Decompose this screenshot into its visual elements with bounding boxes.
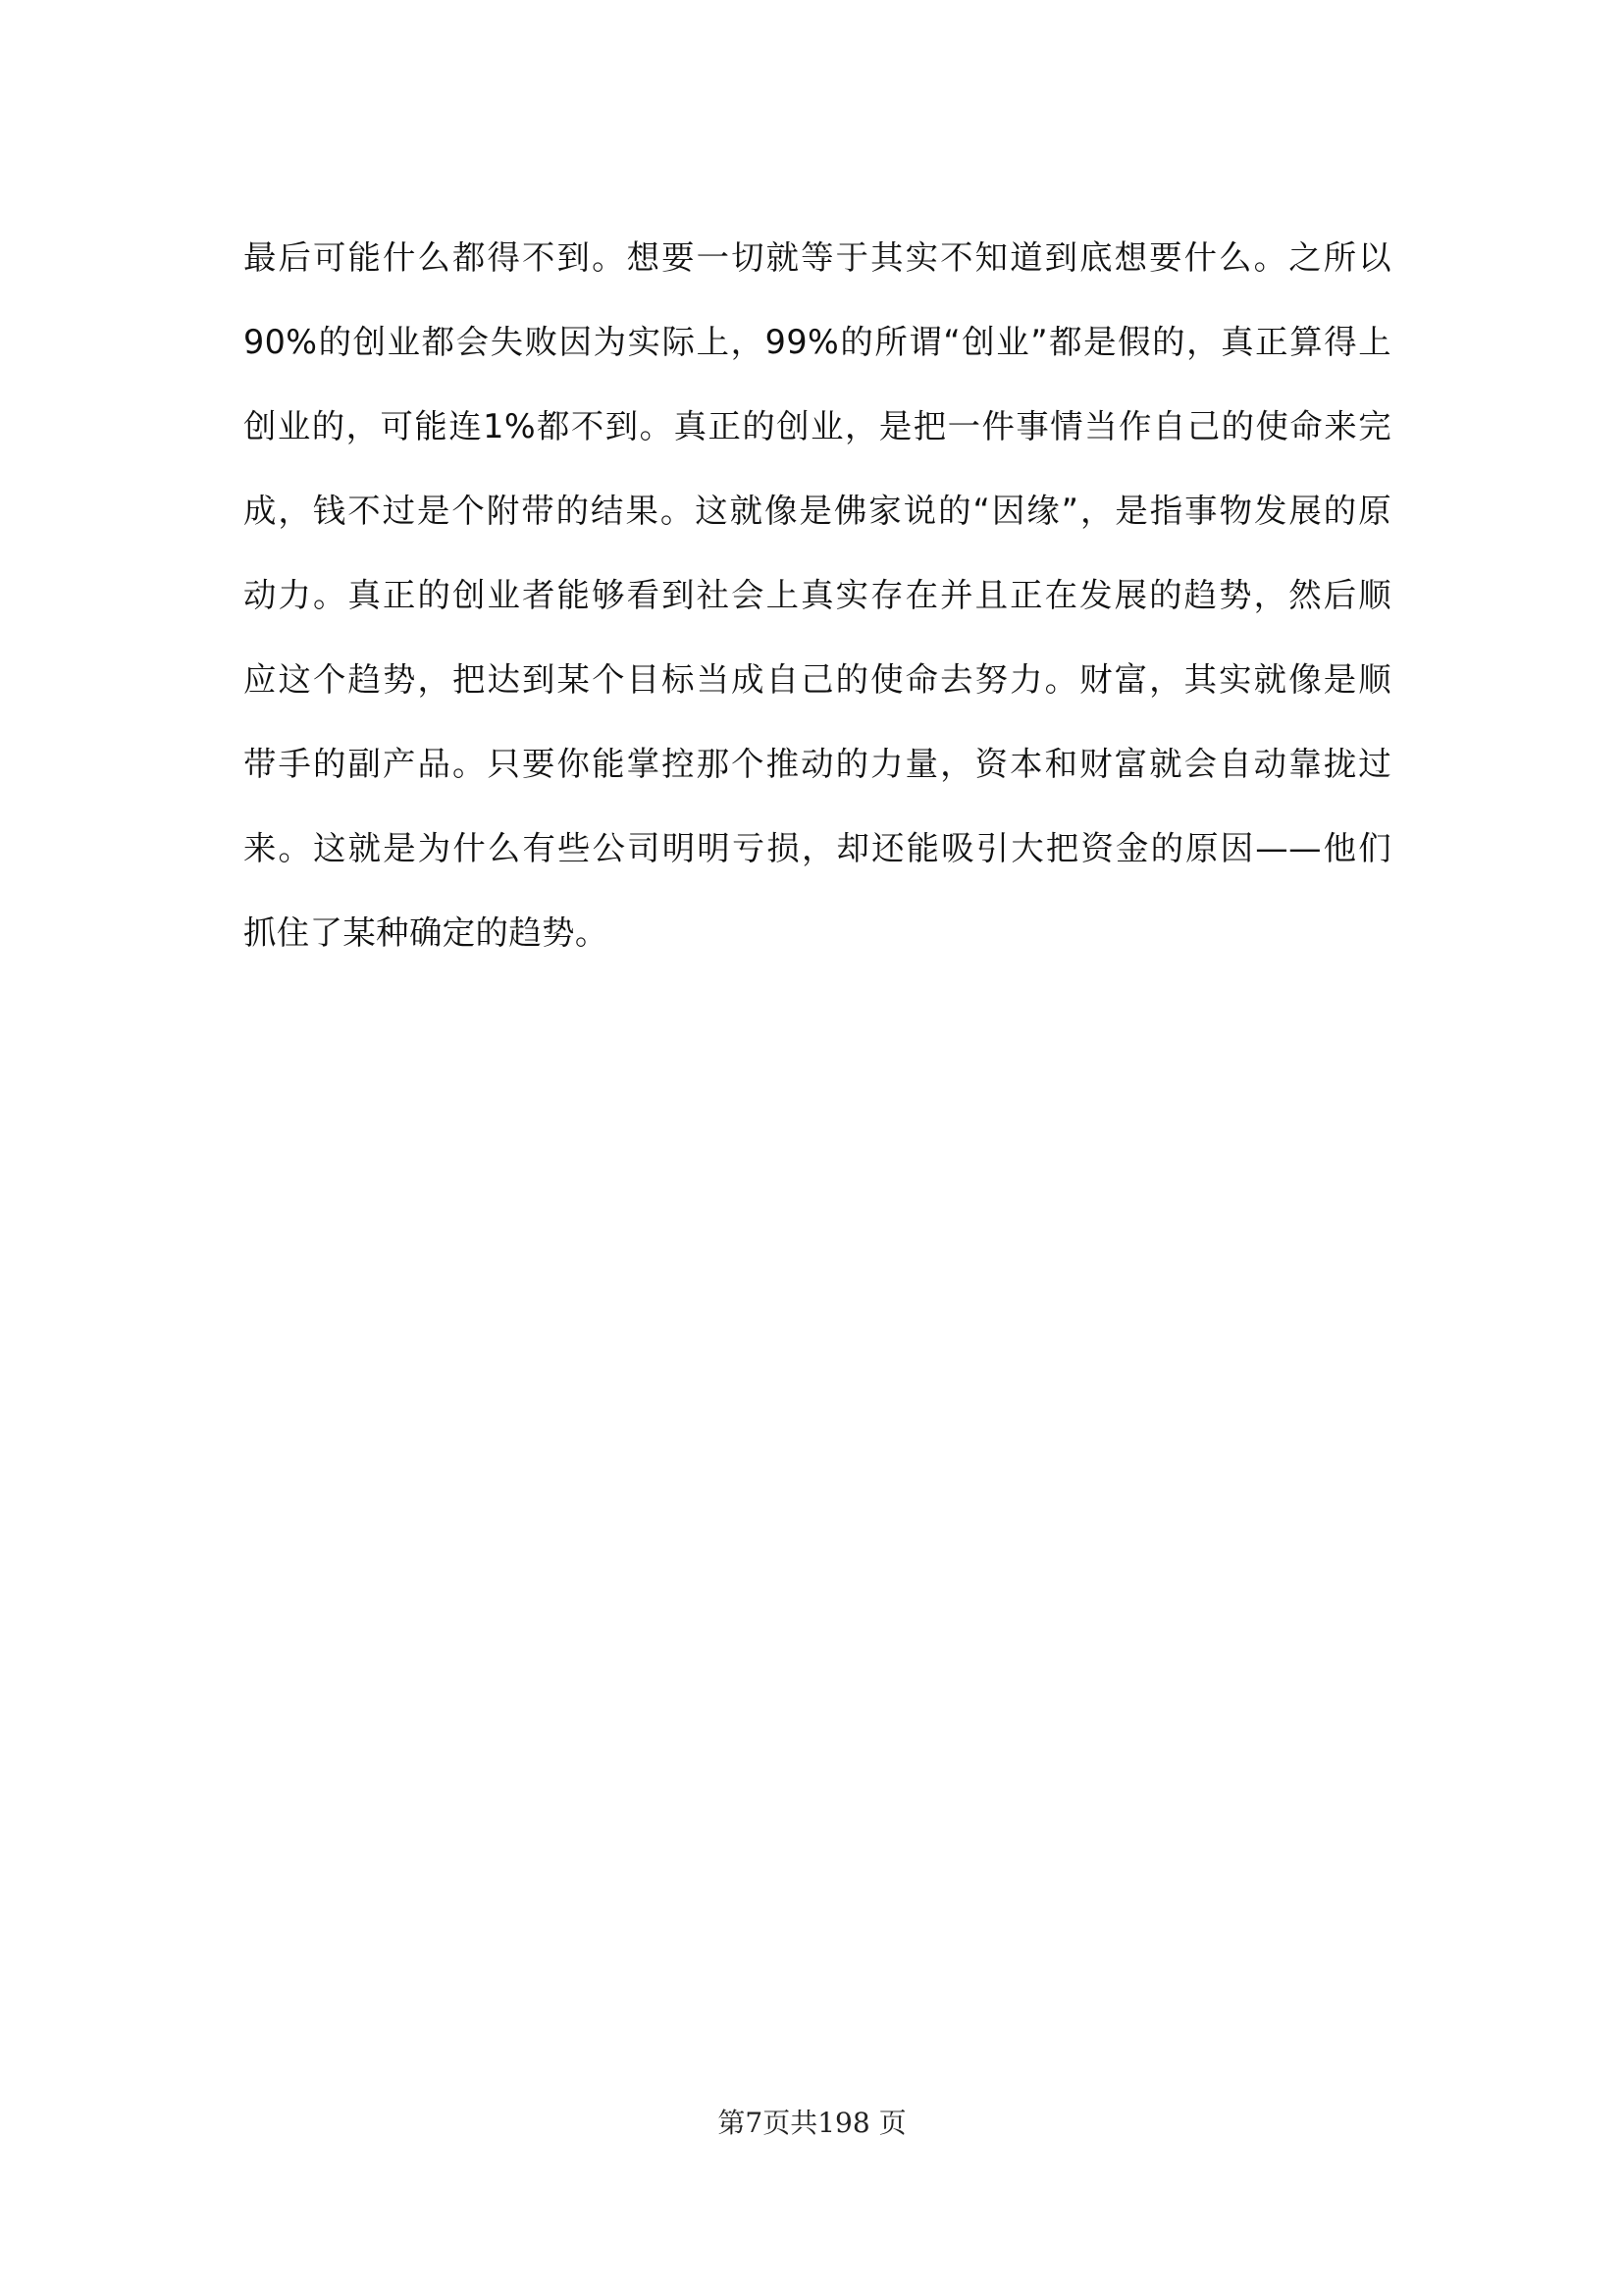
paragraph-line: 最后可能什么都得不到。想要一切就等于其实不知道到底想要什么。之所以 [243, 238, 1391, 277]
page-number-footer: 第7页共198 页 [717, 2107, 907, 2139]
paragraph-line: 90%的创业都会失败因为实际上，99%的所谓“创业”都是假的，真正算得上 [243, 323, 1391, 361]
paragraph-line: 成，钱不过是个附带的结果。这就像是佛家说的“因缘”，是指事物发展的原 [243, 492, 1391, 530]
paragraph-line: 抓住了某种确定的趋势。 [243, 913, 608, 952]
paragraph-line: 来。这就是为什么有些公司明明亏损，却还能吸引大把资金的原因——他们 [243, 829, 1391, 867]
body-paragraph [243, 216, 1391, 975]
paragraph-line: 应这个趋势，把达到某个目标当成自己的使命去努力。财富，其实就像是顺 [243, 660, 1391, 699]
paragraph-line: 动力。真正的创业者能够看到社会上真实存在并且正在发展的趋势，然后顺 [243, 576, 1391, 614]
paragraph-line: 创业的，可能连1%都不到。真正的创业，是把一件事情当作自己的使命来完 [243, 407, 1391, 445]
paragraph-line: 带手的副产品。只要你能掌控那个推动的力量，资本和财富就会自动靠拢过 [243, 745, 1391, 783]
